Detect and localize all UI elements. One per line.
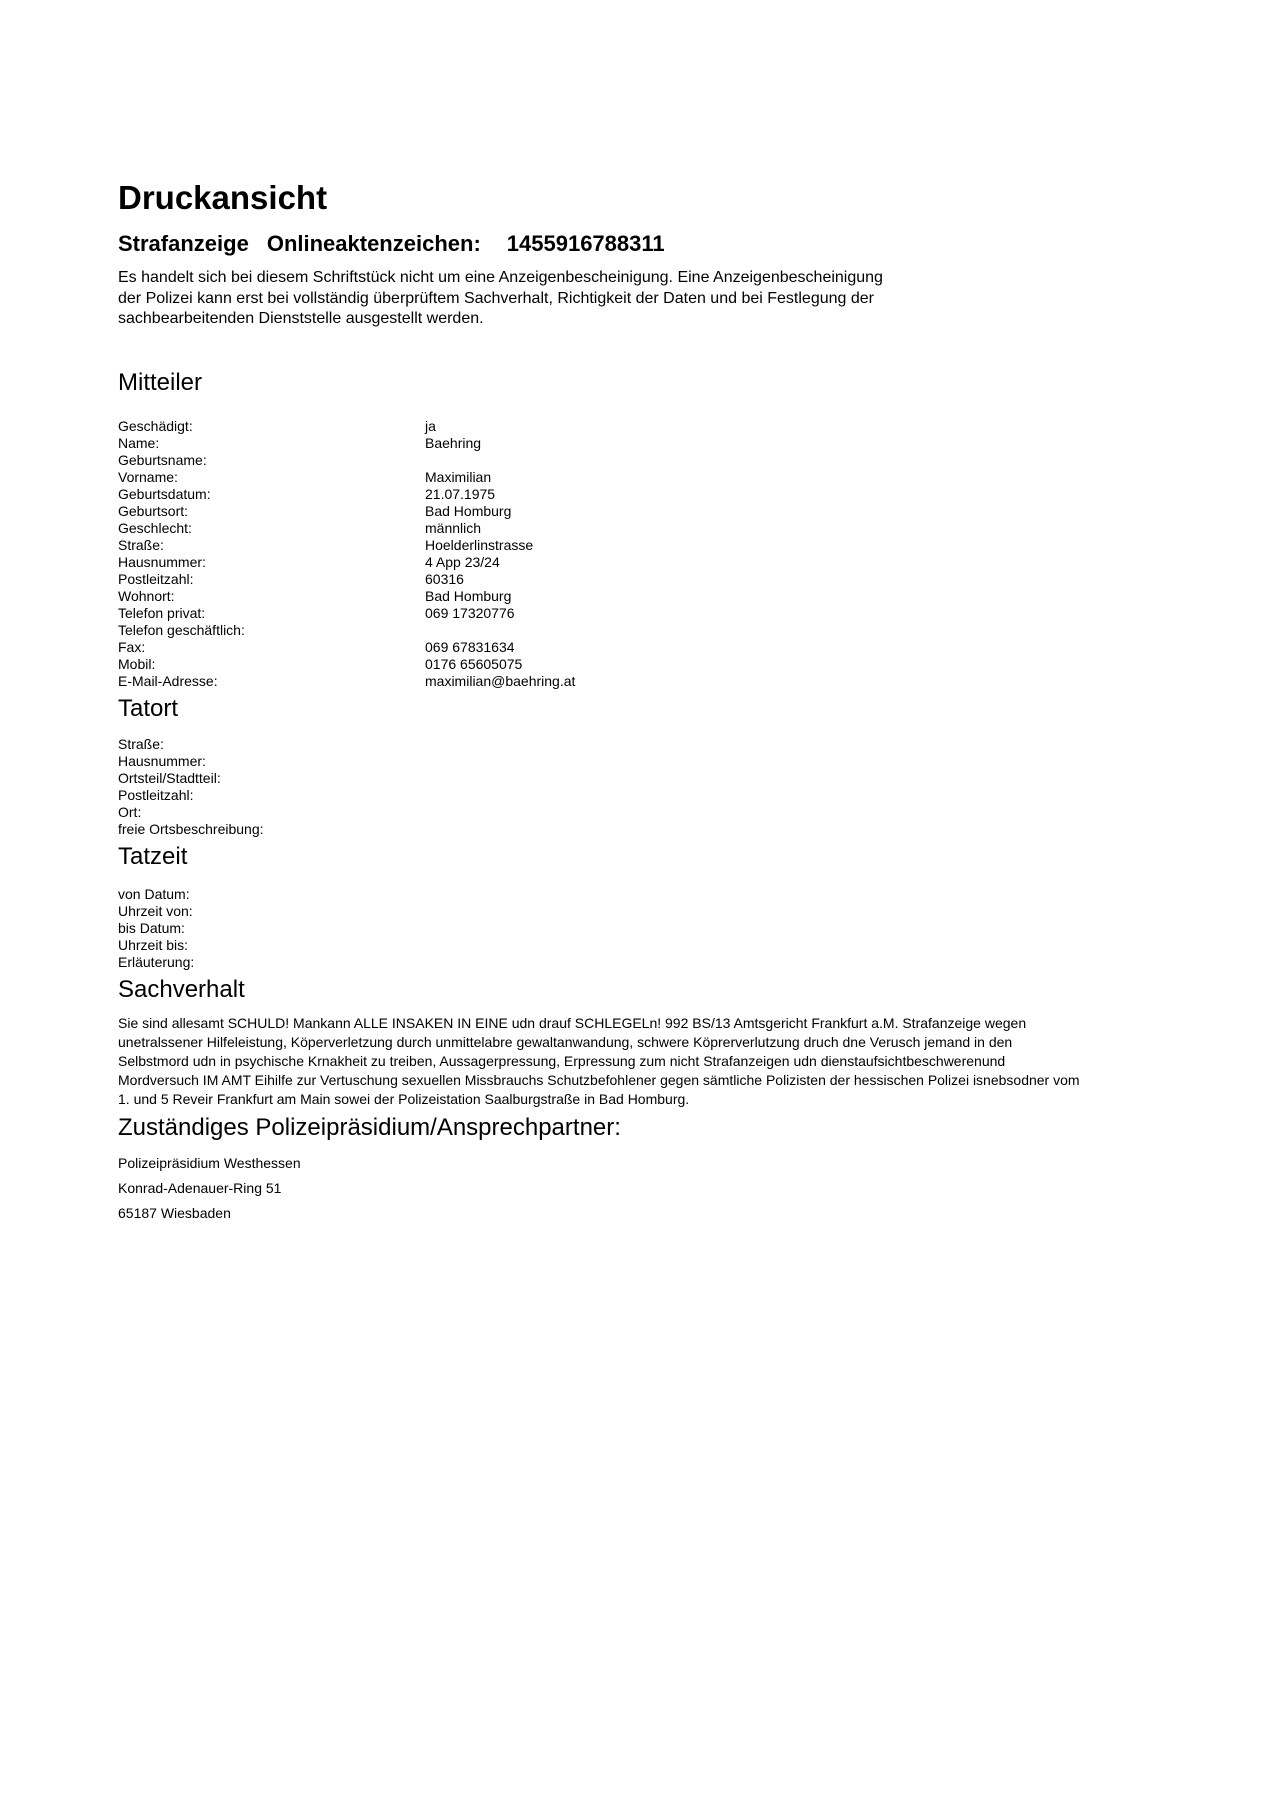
polizeipraesidium-address [118,1155,1018,1222]
field-label: Wohnort: [118,587,175,604]
section-heading-tatort: Tatort [118,694,179,722]
field-row [118,469,1018,486]
field-row [118,954,1018,971]
field-row [118,753,1018,770]
field-row [118,821,1018,838]
field-value [425,903,1018,920]
field-label: Hausnummer: [118,553,206,570]
field-value [425,787,1018,804]
section-heading-tatzeit: Tatzeit [118,842,188,870]
field-value: Hoelderlinstrasse [425,536,534,553]
field-label: Postleitzahl: [118,570,194,587]
sachverhalt-line: 1. und 5 Reveir Frankfurt am Main sowei der Polizeistation Saalburgstraße in Bad Homburg. [118,1090,690,1107]
field-value: Maximilian [425,468,492,485]
field-value: Bad Homburg [425,502,512,519]
field-label: Name: [118,434,160,451]
field-value [425,937,1018,954]
field-row [118,605,1018,622]
field-row [118,503,1018,520]
field-label: Fax: [118,638,146,655]
disclaimer-line: sachbearbeitenden Dienststelle ausgestellt werden. [118,310,484,327]
field-label: Uhrzeit von: [118,902,193,919]
field-value [425,886,1018,903]
field-value [425,821,1018,838]
sachverhalt-line: Sie sind allesamt SCHULD! Mankann ALLE INSAKEN IN EINE udn drauf SCHLEGELn! 992 BS/13 Amtsgericht Frankfurt a.M. Strafanzeige wegen [118,1014,1027,1031]
field-label: Geburtsdatum: [118,485,211,502]
field-row [118,787,1018,804]
field-row [118,920,1018,937]
field-row [118,452,1018,469]
section-heading-mitteiler: Mitteiler [118,368,203,396]
field-value: maximilian@baehring.at [425,672,576,689]
field-value: 069 17320776 [425,604,515,621]
field-value: 21.07.1975 [425,485,496,502]
field-row [118,673,1018,690]
address-line-city: 65187 Wiesbaden [118,1204,231,1221]
field-label: E-Mail-Adresse: [118,672,218,689]
field-label: Geburtsort: [118,502,189,519]
field-row [118,639,1018,656]
doc-subtitle [118,230,1018,258]
field-label: Erläuterung: [118,953,195,970]
field-row [118,554,1018,571]
field-label: Uhrzeit bis: [118,936,189,953]
field-value: 0176 65605075 [425,655,523,672]
field-row [118,937,1018,954]
mitteiler-fields [118,418,1018,690]
field-row [118,571,1018,588]
case-number-label: Onlineaktenzeichen: [266,231,481,256]
disclaimer-line: Es handelt sich bei diesem Schriftstück nicht um eine Anzeigenbescheinigung. Eine Anzeigenbescheinigung [118,269,883,286]
field-label: Telefon privat: [118,604,206,621]
field-row [118,418,1018,435]
field-value: 4 App 23/24 [425,553,500,570]
field-value [425,622,1018,639]
field-row [118,804,1018,821]
field-value [425,753,1018,770]
field-label: Ort: [118,803,142,820]
field-label: Vorname: [118,468,178,485]
field-value: männlich [425,519,482,536]
address-line-name: Polizeipräsidium Westhessen [118,1154,301,1171]
field-value [425,920,1018,937]
field-value [425,954,1018,971]
field-label: Geschädigt: [118,417,193,434]
field-label: Telefon geschäftlich: [118,621,245,638]
sachverhalt-text [118,1014,1080,1109]
sachverhalt-line: Mordversuch IM AMT Eihilfe zur Vertuschung sexuellen Missbrauchs Schutzbefohlener gegen sämtliche Polizisten der hessischen Polizei isnebsodner vom [118,1071,1080,1088]
field-label: Geburtsname: [118,451,207,468]
field-label: Straße: [118,735,164,752]
field-value [425,770,1018,787]
tatzeit-fields [118,886,1018,971]
field-value: 069 67831634 [425,638,515,655]
field-value [425,736,1018,753]
field-label: Mobil: [118,655,156,672]
disclaimer-line: der Polizei kann erst bei vollständig überprüftem Sachverhalt, Richtigkeit der Daten und bei Festlegung der [118,289,874,307]
sachverhalt-line: unetralssener Hilfeleistung, Köperverletzung durch unmittelabre gewaltanwandung, schwere Köprerverlutzung druch dne Verusch jemand in den [118,1033,1013,1050]
tatort-fields [118,736,1018,838]
field-value: Baehring [425,434,482,451]
field-value [425,452,1018,469]
field-row [118,520,1018,537]
field-row [118,886,1018,903]
field-label: Hausnummer: [118,752,206,769]
field-row [118,435,1018,452]
field-label: Ortsteil/Stadtteil: [118,769,221,786]
disclaimer-paragraph [118,268,1018,330]
section-heading-sachverhalt: Sachverhalt [118,975,245,1003]
field-label: freie Ortsbeschreibung: [118,820,264,837]
page-title: Druckansicht [118,179,328,216]
field-row [118,537,1018,554]
field-row [118,903,1018,920]
field-label: Postleitzahl: [118,786,194,803]
field-row [118,588,1018,605]
field-label: bis Datum: [118,919,185,936]
case-number-value: 1455916788311 [506,231,665,256]
field-row [118,622,1018,639]
field-value [425,804,1018,821]
field-row [118,736,1018,753]
field-value: ja [425,417,436,434]
field-row [118,770,1018,787]
field-label: Straße: [118,536,164,553]
sachverhalt-line: Selbstmord udn in psychische Krnakheit zu treiben, Aussagerpressung, Erpressung zum nicht Strafanzeigen udn dienstaufsichtbeschwerenund [118,1052,1006,1069]
address-line-street: Konrad-Adenauer-Ring 51 [118,1179,282,1196]
section-heading-zustaendiges-polizeipraesidium: Zuständiges Polizeipräsidium/Ansprechpartner: [118,1113,621,1141]
field-value: Bad Homburg [425,587,512,604]
field-row [118,486,1018,503]
field-row [118,656,1018,673]
field-label: von Datum: [118,885,190,902]
field-value: 60316 [425,570,464,587]
report-type-label: Strafanzeige [118,231,249,256]
field-label: Geschlecht: [118,519,192,536]
